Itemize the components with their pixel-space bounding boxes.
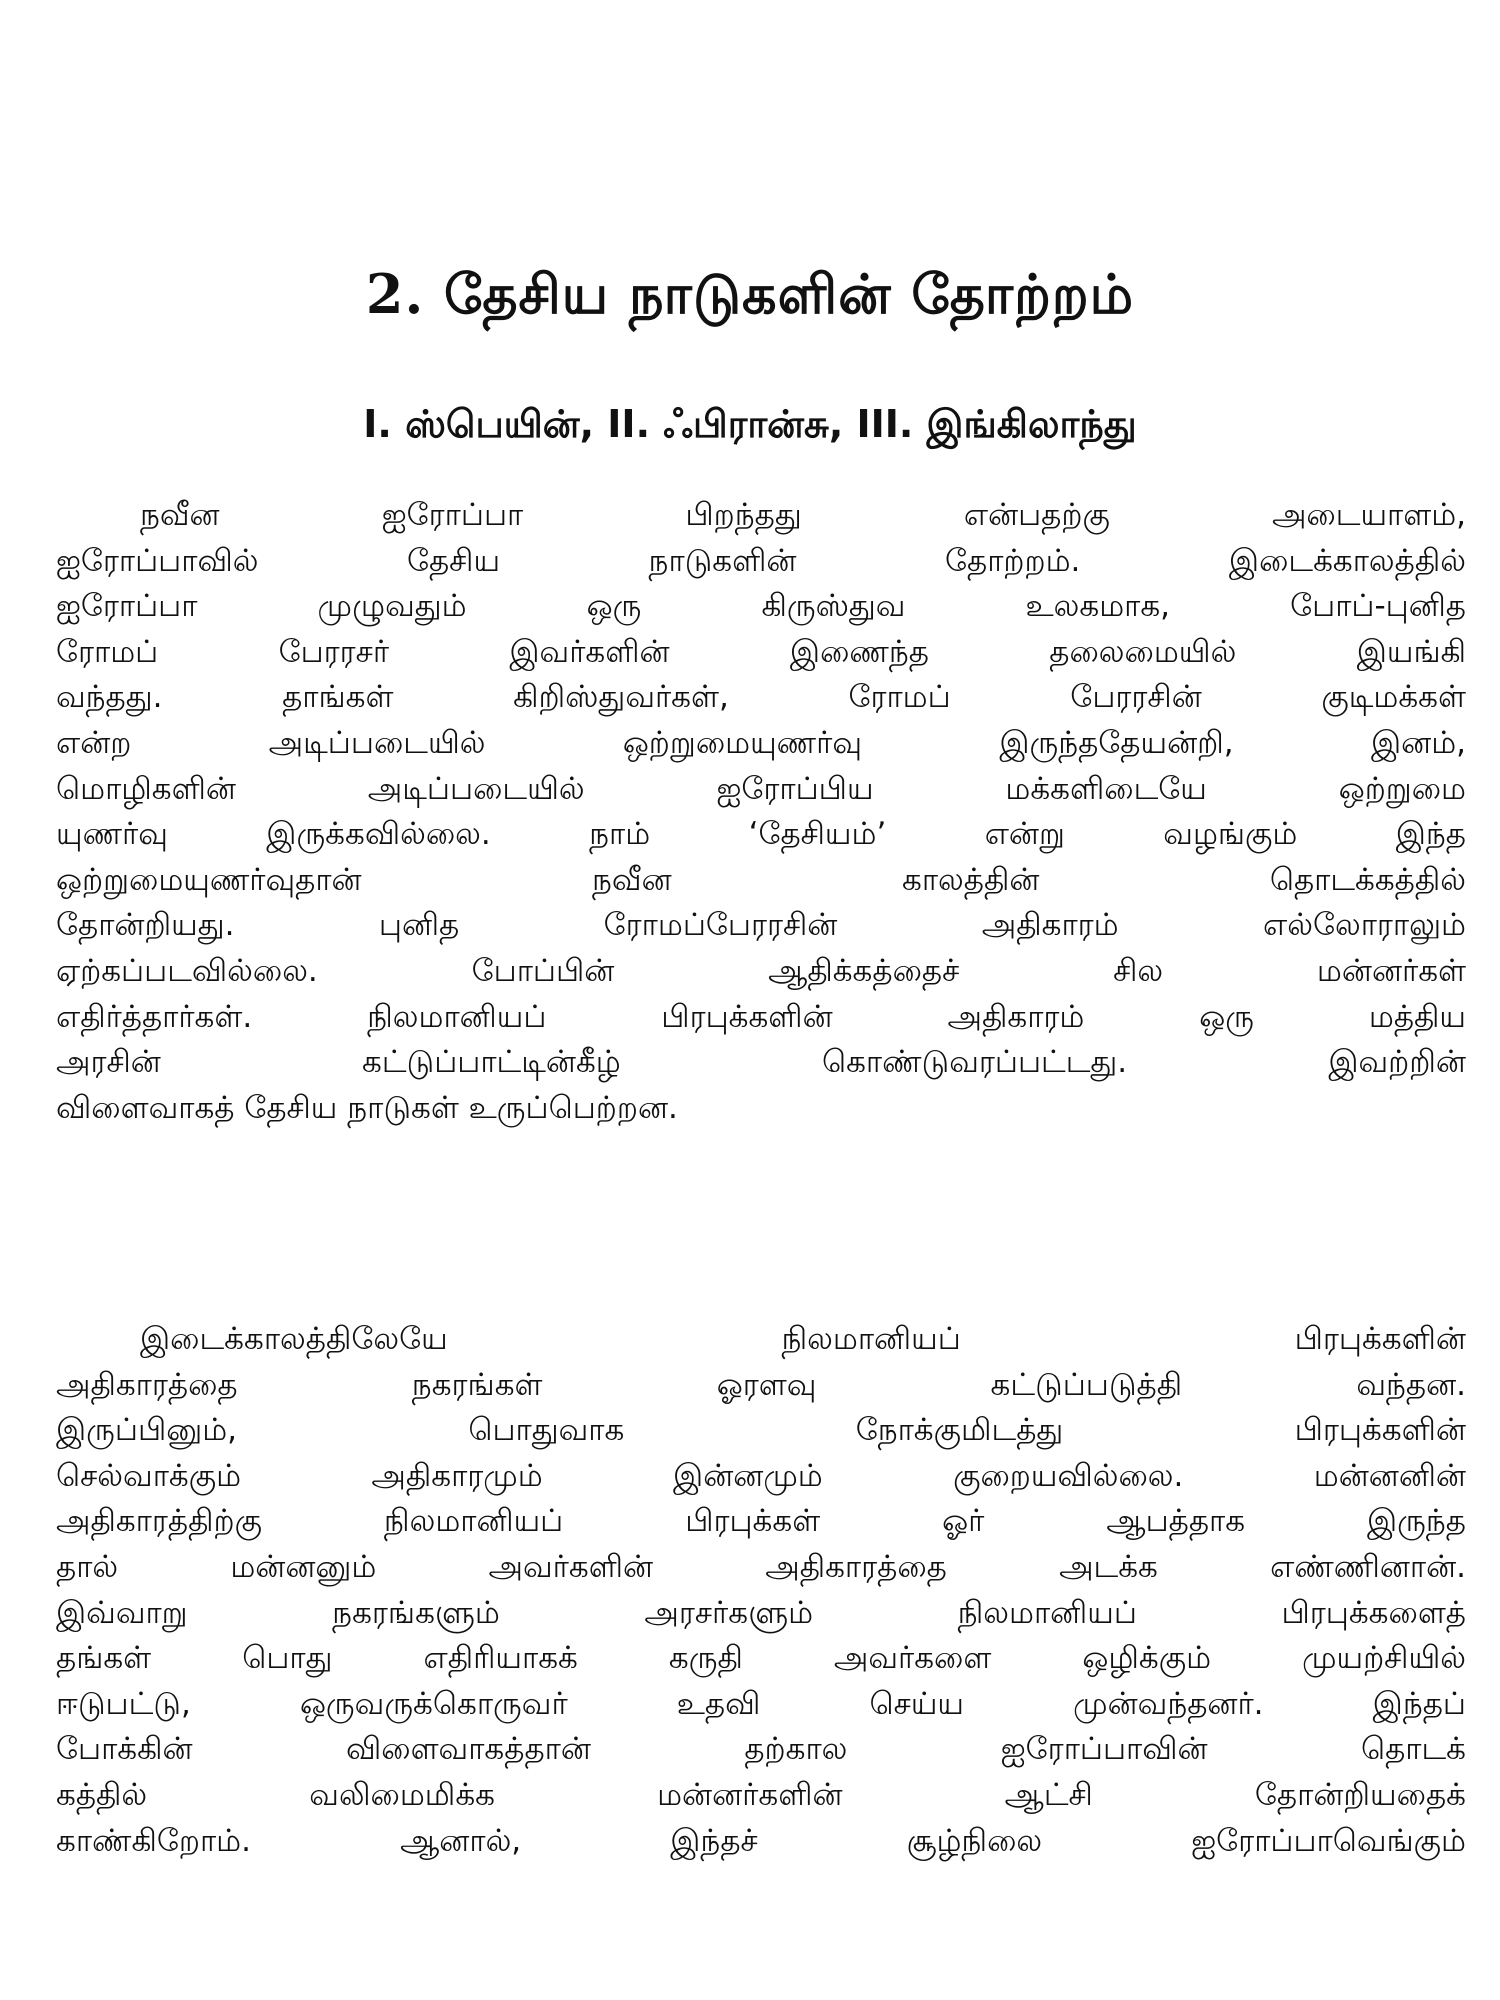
text-line: இடைக்காலத்திலேயே நிலமானியப் பிரபுக்களின்	[140, 1321, 1466, 1357]
text-line: தால் மன்னனும் அவர்களின் அதிகாரத்தை அடக்க எண்ணினான்.	[56, 1548, 1466, 1585]
text-line: அதிகாரத்திற்கு நிலமானியப் பிரபுக்கள் ஓர் ஆபத்தாக இருந்த	[56, 1503, 1466, 1540]
text-line: போக்கின் விளைவாகத்தான் தற்கால ஐரோப்பாவின் தொடக்	[56, 1731, 1466, 1768]
text-line: தங்கள் பொது எதிரியாகக் கருதி அவர்களை ஒழிக்கும் முயற்சியில்	[56, 1640, 1466, 1677]
text-line: மொழிகளின் அடிப்படையில் ஐரோப்பிய மக்களிடையே ஒற்றுமை	[56, 770, 1466, 807]
text-line: கத்தில் வலிமைமிக்க மன்னர்களின் ஆட்சி தோன்றியதைக்	[56, 1776, 1466, 1813]
text-line: ஒற்றுமையுணர்வுதான் நவீன காலத்தின் தொடக்கத்தில்	[56, 861, 1466, 898]
text-line: அதிகாரத்தை நகரங்கள் ஓரளவு கட்டுப்படுத்தி வந்தன.	[56, 1366, 1466, 1403]
text-line: ஐரோப்பாவில் தேசிய நாடுகளின் தோற்றம். இடைக்காலத்தில்	[56, 542, 1466, 579]
text-line: இருப்பினும், பொதுவாக நோக்குமிடத்து பிரபுக்களின்	[56, 1412, 1466, 1449]
text-line: யுணர்வு இருக்கவில்லை. நாம் ‘தேசியம்’ என்று வழங்கும் இந்த	[56, 816, 1466, 853]
paragraph-1	[56, 493, 1466, 1131]
text-line: ஈடுபட்டு, ஒருவருக்கொருவர் உதவி செய்ய முன்வந்தனர். இந்தப்	[56, 1685, 1466, 1722]
section-subtitle: I. ஸ்பெயின், II. ஃபிரான்சு, III. இங்கிலாந்து	[363, 402, 1137, 446]
text-line: தோன்றியது. புனித ரோமப்பேரரசின் அதிகாரம் எல்லோராலும்	[56, 907, 1466, 944]
text-line: என்ற அடிப்படையில் ஒற்றுமையுணர்வு இருந்ததேயன்றி, இனம்,	[56, 724, 1466, 761]
text-line: விளைவாகத் தேசிய நாடுகள் உருப்பெற்றன.	[56, 1089, 678, 1126]
text-line: இவ்வாறு நகரங்களும் அரசர்களும் நிலமானியப் பிரபுக்களைத்	[56, 1594, 1466, 1631]
paragraph-2	[56, 1317, 1466, 1864]
text-line: எதிர்த்தார்கள். நிலமானியப் பிரபுக்களின் அதிகாரம் ஒரு மத்திய	[56, 998, 1466, 1035]
text-line: வந்தது. தாங்கள் கிறிஸ்துவர்கள், ரோமப் பேரரசின் குடிமக்கள்	[56, 679, 1466, 716]
text-line: காண்கிறோம். ஆனால், இந்தச் சூழ்நிலை ஐரோப்பாவெங்கும்	[56, 1822, 1466, 1859]
text-line: செல்வாக்கும் அதிகாரமும் இன்னமும் குறையவில்லை. மன்னனின்	[56, 1457, 1466, 1494]
text-line: ரோமப் பேரரசர் இவர்களின் இணைந்த தலைமையில் இயங்கி	[56, 633, 1466, 670]
text-line: ஏற்கப்படவில்லை. போப்பின் ஆதிக்கத்தைச் சில மன்னர்கள்	[56, 952, 1466, 989]
chapter-title: 2. தேசிய நாடுகளின் தோற்றம்	[365, 262, 1135, 326]
text-line: ஐரோப்பா முழுவதும் ஒரு கிருஸ்துவ உலகமாக, போப்-புனித	[56, 588, 1466, 625]
text-line: அரசின் கட்டுப்பாட்டின்கீழ் கொண்டுவரப்பட்டது. இவற்றின்	[56, 1044, 1466, 1081]
text-line: நவீன ஐரோப்பா பிறந்தது என்பதற்கு அடையாளம்,	[140, 497, 1466, 533]
